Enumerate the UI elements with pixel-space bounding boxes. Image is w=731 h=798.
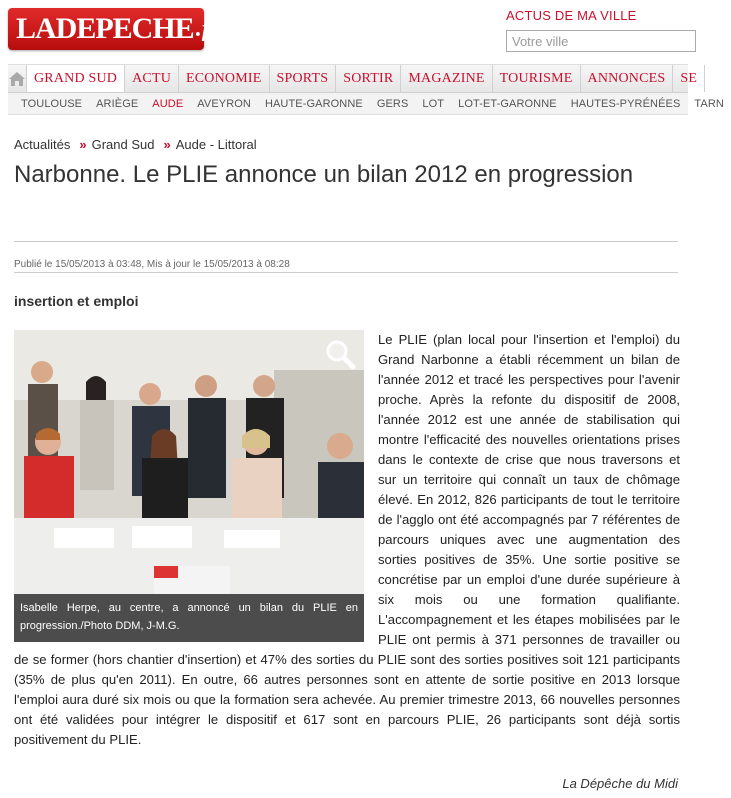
- nav-item-annonces[interactable]: ANNONCES: [581, 65, 674, 92]
- nav-home[interactable]: [8, 65, 27, 92]
- subnav-item-toulouse[interactable]: TOULOUSE: [21, 97, 83, 110]
- nav-item-sports[interactable]: SPORTS: [270, 65, 337, 92]
- subnav-item-ariege[interactable]: ARIÈGE: [96, 97, 139, 110]
- sub-nav: [8, 93, 724, 115]
- logo-suffix: .fr: [195, 15, 220, 42]
- nav-item-sortir[interactable]: SORTIR: [336, 65, 401, 92]
- article-photo[interactable]: [14, 330, 364, 642]
- article-text: Le PLIE (plan local pour l'insertion et l'emploi) du Grand Narbonne a établi récemment un bilan de l'année 2012 et tracé les perspectives pour l'avenir proche. Après la refonte du dispositif de 2008, l'année 2012 est une année de stabilisation qui montre l'efficacité des nouvelles orientations prises dans le contexte de crise que nous traversons et sur un territoire qui connaît un taux de chômage élevé. En 2012, 826 participants de tout le territoire de l'agglo ont été accompagnés par 7 référentes de parcours uniques avec une augmentation des sorties positives de 35%. Une sortie positive se concrétise par un emploi d'une durée supérieure à six mois ou une formation qualifiante. L'accompagnement et les étapes mobilisées par le PLIE ont permis à 371 personnes de travailler ou de se former (hors chantier d'insertion) et 47% des sorties du PLIE sont des sorties positives soit 121 participants (35% de plus qu'en 2011). En outre, 66 autres personnes sont en attente de sortie positive en 2013 lorsque l'emploi aura duré six mois ou que la formation sera achevée. Au premier trimestre 2013, 66 nouvelles personnes ont été validées pour intégrer le dispositif et 617 sont en parcours PLIE, 26 participants sont déjà sortis positivement du PLIE.: [14, 332, 680, 747]
- subnav-item-lot-et-garonne[interactable]: LOT-ET-GARONNE: [458, 97, 557, 110]
- nav-item-magazine[interactable]: MAGAZINE: [401, 65, 492, 92]
- subnav-item-aveyron[interactable]: AVEYRON: [197, 97, 251, 110]
- breadcrumb-item-actualites[interactable]: Actualités: [14, 137, 71, 152]
- nav-item-tourisme[interactable]: TOURISME: [493, 65, 581, 92]
- subnav-item-haute-garonne[interactable]: HAUTE-GARONNE: [264, 97, 363, 110]
- article-body: [14, 330, 680, 750]
- ville-label: ACTUS DE MA VILLE: [506, 8, 637, 23]
- breadcrumb-item-grand-sud[interactable]: Grand Sud: [91, 137, 155, 152]
- subnav-item-tarn[interactable]: TARN: [694, 97, 724, 110]
- ville-search-input[interactable]: [506, 30, 696, 52]
- main-nav: [8, 64, 698, 93]
- subnav-item-lot[interactable]: LOT: [422, 97, 445, 110]
- article-signature: La Dépêche du Midi: [562, 776, 678, 791]
- breadcrumb: [14, 137, 257, 152]
- breadcrumb-separator: »: [79, 137, 87, 152]
- article-title: Narbonne. Le PLIE annonce un bilan 2012 en progression: [14, 161, 634, 188]
- subnav-item-gers[interactable]: GERS: [376, 97, 409, 110]
- nav-item-economie[interactable]: ECONOMIE: [179, 65, 269, 92]
- photo-caption: Isabelle Herpe, au centre, a annoncé un bilan du PLIE en progression./Photo DDM, J-M.G.: [14, 594, 364, 642]
- divider: [14, 272, 678, 273]
- subnav-item-aude[interactable]: AUDE: [152, 97, 184, 110]
- nav-item-se[interactable]: SE: [673, 65, 705, 92]
- site-logo[interactable]: [8, 8, 220, 50]
- divider: [14, 241, 678, 242]
- breadcrumb-item-aude-littoral[interactable]: Aude - Littoral: [175, 137, 257, 152]
- magnifier-icon[interactable]: [324, 338, 356, 370]
- publication-info: Publié le 15/05/2013 à 03:48, Mis à jour le 15/05/2013 à 08:28: [14, 259, 290, 270]
- home-icon: [8, 71, 26, 87]
- subnav-item-hautes-pyrenees[interactable]: HAUTES-PYRÉNÉES: [570, 97, 681, 110]
- article-tag: insertion et emploi: [14, 293, 139, 309]
- nav-item-actu[interactable]: ACTU: [125, 65, 179, 92]
- breadcrumb-separator: »: [163, 137, 171, 152]
- logo-text: LADEPECHE: [16, 12, 194, 45]
- nav-item-grand-sud[interactable]: GRAND SUD: [27, 65, 125, 92]
